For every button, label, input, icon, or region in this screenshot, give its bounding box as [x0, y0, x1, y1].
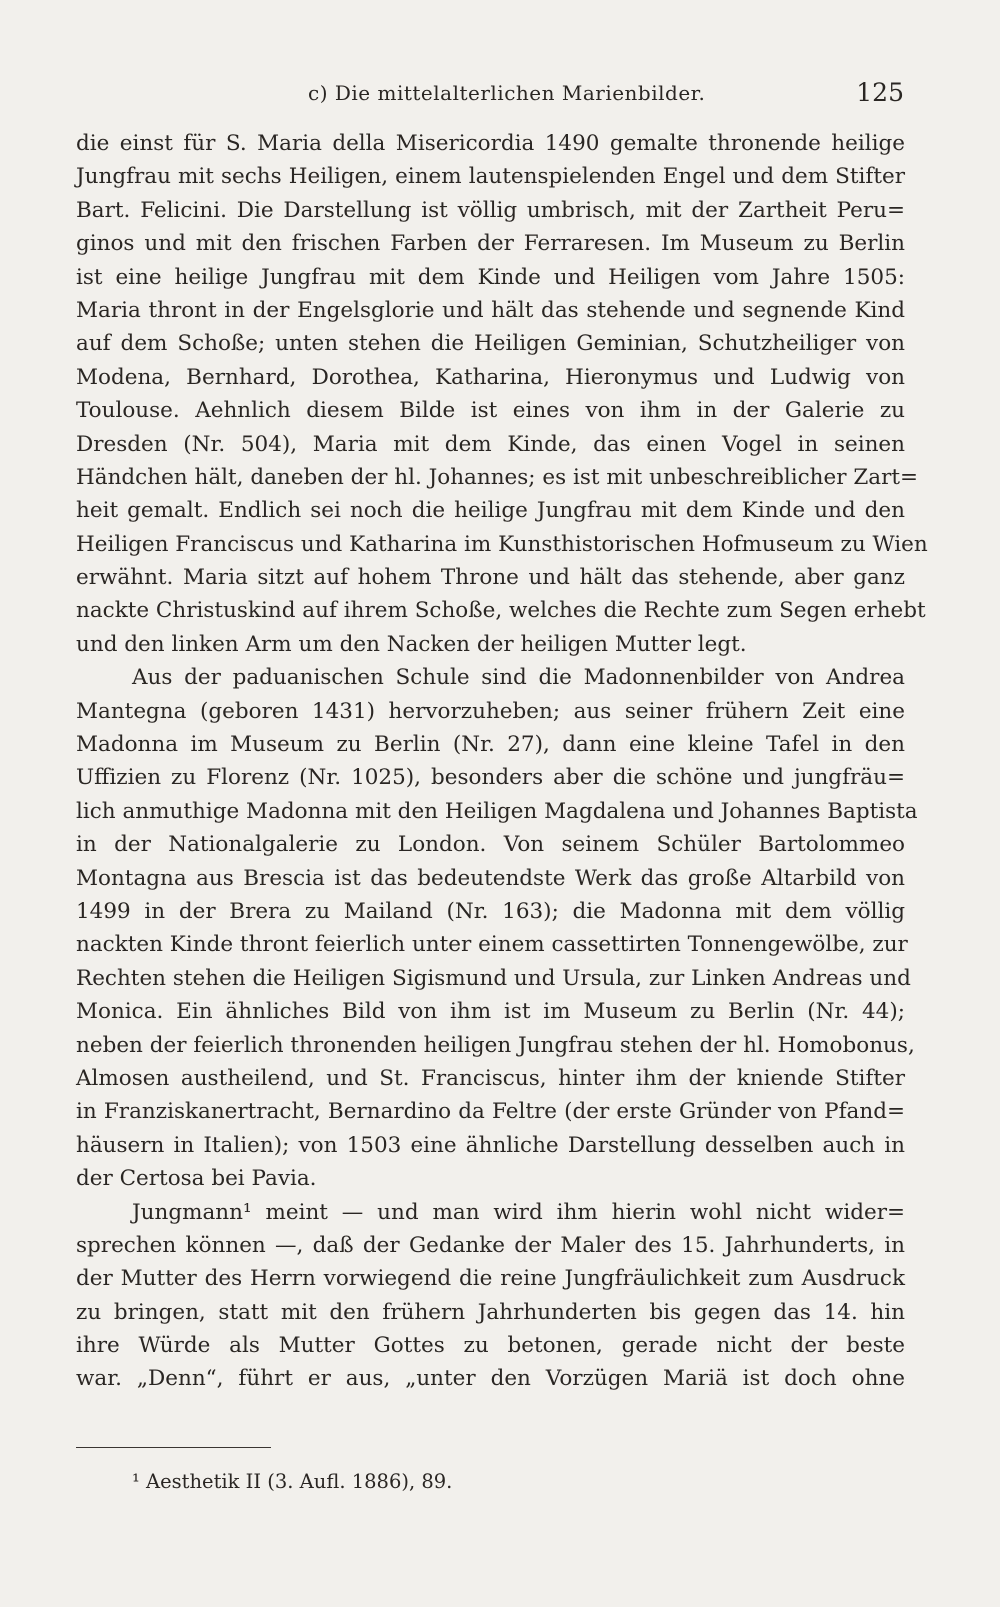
text-line: zu bringen, statt mit den frühern Jahrhunderten bis gegen das 14. hin [76, 1299, 905, 1325]
page-number: 125 [856, 78, 904, 107]
page-header [0, 76, 1000, 110]
text-line: 1499 in der Brera zu Mailand (Nr. 163); die Madonna mit dem völlig [76, 898, 905, 924]
text-line: Jungfrau mit sechs Heiligen, einem lautenspielenden Engel und dem Stifter [76, 164, 905, 190]
text-line: Modena, Bernhard, Dorothea, Katharina, Hieronymus und Ludwig von [76, 364, 905, 390]
text-line: Aus der paduanischen Schule sind die Madonnenbilder von Andrea [132, 665, 905, 691]
text-line: in Franziskanertracht, Bernardino da Feltre (der erste Gründer von Pfand= [76, 1099, 905, 1125]
text-line: erwähnt. Maria sitzt auf hohem Throne und hält das stehende, aber ganz [76, 565, 905, 591]
body-text [76, 127, 928, 1396]
text-line: ist eine heilige Jungfrau mit dem Kinde und Heiligen vom Jahre 1505: [76, 264, 905, 290]
text-line: Maria thront in der Engelsglorie und hält das stehende und segnende Kind [76, 297, 905, 323]
text-line: in der Nationalgalerie zu London. Von seinem Schüler Bartolommeo [76, 832, 905, 858]
text-line: Bart. Felicini. Die Darstellung ist völlig umbrisch, mit der Zartheit Peru= [76, 197, 905, 223]
text-line: und den linken Arm um den Nacken der heiligen Mutter legt. [76, 631, 747, 657]
text-line: der Certosa bei Pavia. [76, 1166, 317, 1192]
text-line: heit gemalt. Endlich sei noch die heilige Jungfrau mit dem Kinde und den [76, 498, 905, 524]
footnote: ¹ Aesthetik II (3. Aufl. 1886), 89. [132, 1470, 453, 1493]
text-line: nackten Kinde thront feierlich unter einem cassettirten Tonnengewölbe, zur [76, 932, 908, 958]
text-line: Uffizien zu Florenz (Nr. 1025), besonders aber die schöne und jungfräu= [76, 765, 905, 791]
text-line: Rechten stehen die Heiligen Sigismund und Ursula, zur Linken Andreas und [76, 965, 911, 991]
text-line: nackte Christuskind auf ihrem Schoße, welches die Rechte zum Segen erhebt [76, 598, 926, 624]
text-line: Monica. Ein ähnliches Bild von ihm ist im Museum zu Berlin (Nr. 44); [76, 999, 905, 1025]
text-line: neben der feierlich thronenden heiligen Jungfrau stehen der hl. Homobonus, [76, 1032, 915, 1058]
text-line: Heiligen Franciscus und Katharina im Kunsthistorischen Hofmuseum zu Wien [76, 531, 928, 557]
text-line: Almosen austheilend, und St. Franciscus, hinter ihm der kniende Stifter [76, 1065, 905, 1091]
text-line: Händchen hält, daneben der hl. Johannes; es ist mit unbeschreiblicher Zart= [76, 464, 919, 490]
running-head: c) Die mittelalterlichen Marienbilder. [308, 81, 706, 105]
footnote-divider [76, 1447, 271, 1448]
text-line: Montagna aus Brescia ist das bedeutendste Werk das große Altarbild von [76, 865, 905, 891]
text-line: ihre Würde als Mutter Gottes zu betonen, gerade nicht der beste [76, 1333, 905, 1359]
text-line: Madonna im Museum zu Berlin (Nr. 27), dann eine kleine Tafel in den [76, 732, 905, 758]
text-line: Mantegna (geboren 1431) hervorzuheben; aus seiner frühern Zeit eine [76, 698, 905, 724]
text-line: war. „Denn“, führt er aus, „unter den Vorzügen Mariä ist doch ohne [76, 1366, 905, 1392]
text-line: Dresden (Nr. 504), Maria mit dem Kinde, das einen Vogel in seinen [76, 431, 905, 457]
text-line: die einst für S. Maria della Misericordia 1490 gemalte thronende heilige [76, 131, 905, 156]
text-line: lich anmuthige Madonna mit den Heiligen Magdalena und Johannes Baptista [76, 798, 918, 824]
text-line: sprechen können —, daß der Gedanke der Maler des 15. Jahrhunderts, in [76, 1232, 905, 1258]
text-line: Toulouse. Aehnlich diesem Bilde ist eines von ihm in der Galerie zu [76, 398, 905, 424]
text-line: Jungmann¹ meint — und man wird ihm hierin wohl nicht wider= [132, 1199, 905, 1225]
text-line: ginos und mit den frischen Farben der Ferraresen. Im Museum zu Berlin [76, 231, 905, 257]
text-line: auf dem Schoße; unten stehen die Heiligen Geminian, Schutzheiliger von [76, 331, 905, 357]
text-line: der Mutter des Herrn vorwiegend die reine Jungfräulichkeit zum Ausdruck [76, 1266, 905, 1292]
text-line: häusern in Italien); von 1503 eine ähnliche Darstellung desselben auch in [76, 1132, 905, 1158]
